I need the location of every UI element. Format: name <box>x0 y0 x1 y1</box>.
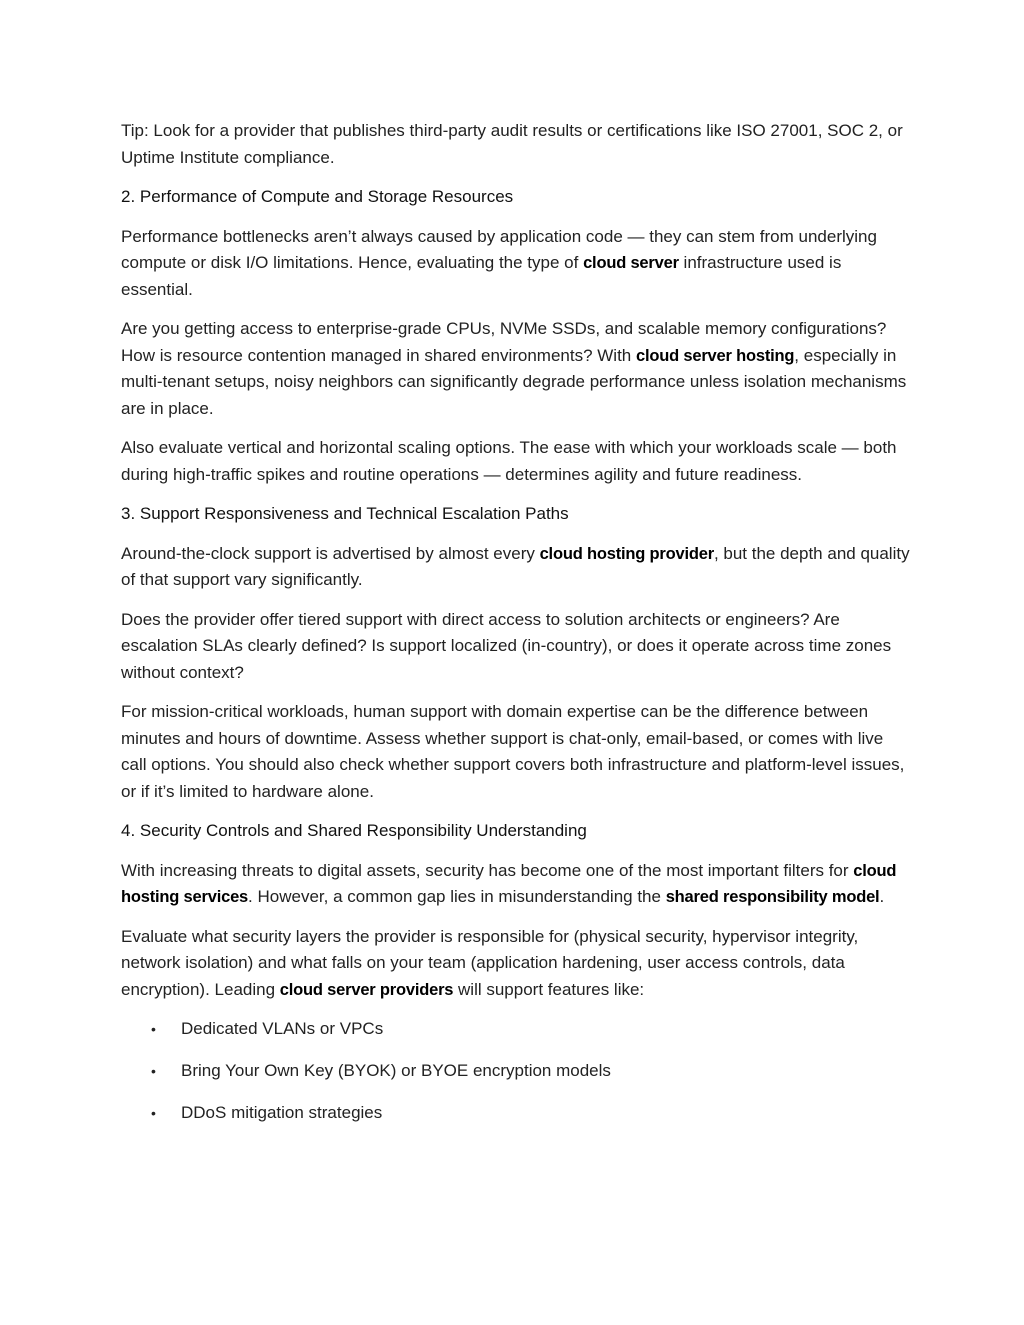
security-features-list <box>121 1016 911 1127</box>
bullet-icon: • <box>151 1021 156 1037</box>
text-run: . <box>879 887 885 906</box>
list-item <box>121 1016 911 1043</box>
text-run: , especially in multi-tenant setups, noisy neighbors can significantly degrade performance unless isolation mechanisms are in place. <box>121 345 907 418</box>
text-run: With increasing threats to digital assets, security has become one of the most important filters for <box>121 860 854 880</box>
keyword-cloud-hosting-provider: cloud hosting provider <box>539 544 714 563</box>
text-run: will support features like: <box>453 979 645 999</box>
text-run: . However, a common gap lies in misunderstanding the <box>248 887 666 906</box>
bullet-icon: • <box>151 1063 156 1079</box>
document-page <box>121 118 911 1142</box>
list-item-text: Dedicated VLANs or VPCs <box>181 1019 384 1038</box>
list-item-text: DDoS mitigation strategies <box>181 1103 383 1122</box>
keyword-shared-responsibility-model: shared responsibility model <box>665 888 880 906</box>
security-paragraph-1 <box>121 858 911 911</box>
tip-paragraph: Tip: Look for a provider that publishes third-party audit results or certifications like ISO 27001, SOC 2, or Uptime Institute compliance. <box>121 121 903 167</box>
support-paragraph-3: For mission-critical workloads, human support with domain expertise can be the difference between minutes and hours of downtime. Assess whether support is chat-only, email-based, or comes with live call options. You should also check whether support covers both infrastructure and platform-level issues, or if it’s limited to hardware alone. <box>121 702 905 801</box>
keyword-cloud-hosting-services: cloud hosting services <box>121 861 897 906</box>
support-paragraph-1 <box>121 541 911 594</box>
performance-paragraph-2 <box>121 316 911 422</box>
section-heading-support: 3. Support Responsiveness and Technical Escalation Paths <box>121 504 569 523</box>
section-heading-performance: 2. Performance of Compute and Storage Resources <box>121 187 514 206</box>
text-run: Are you getting access to enterprise-grade CPUs, NVMe SSDs, and scalable memory configurations? How is resource contention managed in shared environments? With <box>121 319 887 365</box>
keyword-cloud-server-providers: cloud server providers <box>279 980 454 999</box>
performance-paragraph-1 <box>121 224 911 304</box>
list-item <box>121 1100 911 1127</box>
list-item-text: Bring Your Own Key (BYOK) or BYOE encryption models <box>181 1061 611 1080</box>
text-run: , but the depth and quality of that support vary significantly. <box>121 543 910 589</box>
bullet-icon: • <box>151 1105 156 1121</box>
keyword-cloud-server-hosting: cloud server hosting <box>636 346 795 365</box>
support-paragraph-2: Does the provider offer tiered support with direct access to solution architects or engineers? Are escalation SLAs clearly defined? Is support localized (in-country), or does it operate across time zones without context? <box>121 609 892 682</box>
text-run: Around-the-clock support is advertised by almost every <box>121 543 540 563</box>
text-run: Performance bottlenecks aren’t always caused by application code — they can stem from underlying compute or disk I/O limitations. Hence, evaluating the type of <box>121 226 877 272</box>
text-run: Evaluate what security layers the provider is responsible for (physical security, hypervisor integrity, network isolation) and what falls on your team (application hardening, user access controls, data encryption). Leading <box>121 926 859 999</box>
performance-paragraph-3: Also evaluate vertical and horizontal scaling options. The ease with which your workloads scale — both during high-traffic spikes and routine operations — determines agility and future readiness. <box>121 438 897 484</box>
list-item <box>121 1058 911 1085</box>
section-heading-security: 4. Security Controls and Shared Responsibility Understanding <box>121 821 587 840</box>
keyword-cloud-server: cloud server <box>583 254 679 272</box>
text-run: infrastructure used is essential. <box>121 253 842 299</box>
security-paragraph-2 <box>121 924 911 1004</box>
